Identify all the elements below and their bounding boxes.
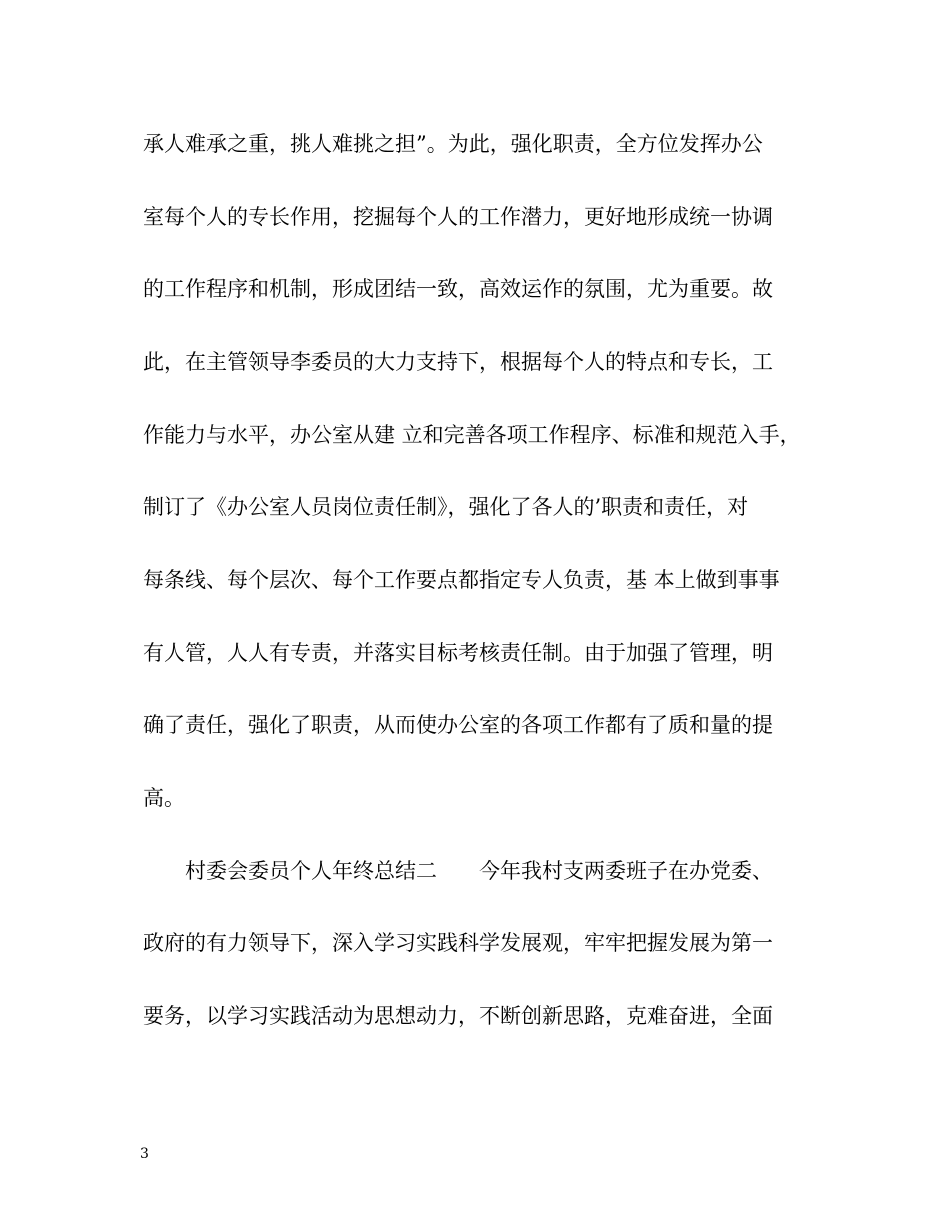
page-number: 3 bbox=[140, 1146, 149, 1162]
section-heading-line: 村委会委员个人年终总结二 今年我村支两委班子在办党委、 bbox=[143, 859, 773, 883]
text-line-8: 有人管，人人有专责，并落实目标考核责任制。由于加强了管理，明 bbox=[143, 641, 773, 665]
text-line-6: 制订了《办公室人员岗位责任制》，强化了各人的’职责和责任，对 bbox=[143, 495, 749, 519]
text-line-13: 要务，以学习实践活动为思想动力，不断创新思路，克难奋进，全面 bbox=[143, 1004, 773, 1028]
text-line-7: 每条线、每个层次、每个工作要点都指定专人负责，基 本上做到事事 bbox=[143, 568, 780, 592]
text-line-4: 此，在主管领导李委员的大力支持下，根据每个人的特点和专长，工 bbox=[143, 350, 773, 374]
text-line-9: 确了责任，强化了职责，从而使办公室的各项工作都有了质和量的提 bbox=[143, 713, 773, 737]
text-line-2: 室每个人的专长作用，挖掘每个人的工作潜力，更好地形成统一协调 bbox=[143, 205, 773, 229]
text-line-5: 作能力与水平，办公室从建 立和完善各项工作程序、标准和规范入手， bbox=[143, 423, 801, 447]
text-line-3: 的工作程序和机制，形成团结一致，高效运作的氛围，尤为重要。故 bbox=[143, 277, 773, 301]
text-line-1: 承人难承之重，挑人难挑之担”。为此，强化职责，全方位发挥办公 bbox=[143, 132, 763, 156]
text-line-12: 政府的有力领导下，深入学习实践科学发展观，牢牢把握发展为第一 bbox=[143, 931, 773, 955]
text-line-10: 高。 bbox=[143, 786, 185, 810]
